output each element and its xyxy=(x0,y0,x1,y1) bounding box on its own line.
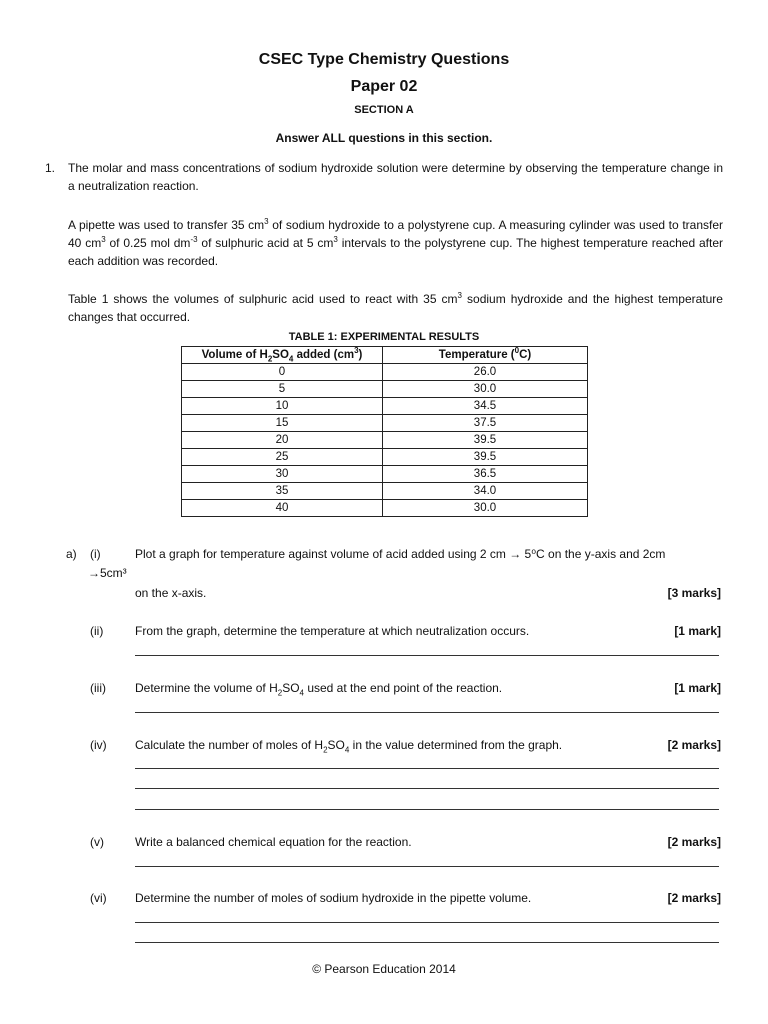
part-i-label: (i) xyxy=(90,547,101,561)
results-table xyxy=(181,346,588,517)
volume-cell: 0 xyxy=(182,364,383,381)
table-row xyxy=(182,500,588,517)
table-header-row xyxy=(182,347,588,364)
part-iii-marks: [1 mark] xyxy=(674,681,721,695)
temperature-cell: 39.5 xyxy=(383,432,588,449)
part-iii-text: Determine the volume of $H_2SO_4$ used at the end point of the reaction. xyxy=(135,681,503,698)
answer-line xyxy=(135,922,719,923)
part-vi-marks: [2 marks] xyxy=(667,891,721,905)
table-row xyxy=(182,483,588,500)
volume-cell: 5 xyxy=(182,381,383,398)
instruction-text: Answer ALL questions in this section. xyxy=(275,131,493,145)
part-ii-marks: [1 mark] xyxy=(674,624,721,638)
answer-line xyxy=(135,712,719,713)
temperature-cell: 36.5 xyxy=(383,466,588,483)
temperature-cell: 26.0 xyxy=(383,364,588,381)
part-iv-text: Calculate the number of moles of $H_2SO_4$ in the value determined from the graph. xyxy=(135,738,563,755)
volume-cell: 35 xyxy=(182,483,383,500)
answer-line xyxy=(135,942,719,943)
temperature-cell: 37.5 xyxy=(383,415,588,432)
volume-cell: 25 xyxy=(182,449,383,466)
table-row xyxy=(182,364,588,381)
temperature-cell: 30.0 xyxy=(383,381,588,398)
table-row xyxy=(182,415,588,432)
section-label: SECTION A xyxy=(354,104,414,116)
part-iii-label: (iii) xyxy=(90,681,106,695)
question-number: 1. xyxy=(45,161,56,175)
paper-label: Paper 02 xyxy=(350,78,418,95)
table-row xyxy=(182,449,588,466)
column-header-temperature: Temperature ($^0$C) xyxy=(383,347,588,364)
part-iv-marks: [2 marks] xyxy=(667,738,721,752)
table-row xyxy=(182,432,588,449)
part-iv-label: (iv) xyxy=(90,738,107,752)
question-paragraph-2: A pipette was used to transfer 35 $cm^3$ of sodium hydroxide to a polystyrene cup. A measuring cylinder was used to transfer 40 $cm^3$ of 0.25 mol $dm^{-3}$ of sulphuric acid at 5 $cm^3$ intervals to the polystyrene cup. The highest temperature reached after each addition was recorded. xyxy=(68,217,723,268)
answer-line xyxy=(135,788,719,789)
part-i-marks: [3 marks] xyxy=(667,586,721,600)
temperature-cell: 30.0 xyxy=(383,500,588,517)
temperature-cell: 34.0 xyxy=(383,483,588,500)
temperature-cell: 34.5 xyxy=(383,398,588,415)
column-header-volume: Volume of $H_2SO_4$ added $(cm^3)$ xyxy=(182,347,383,364)
question-paragraph-3: Table 1 shows the volumes of sulphuric acid used to react with 35 $cm^3$ sodium hydroxide and the highest temperature changes that occurred. xyxy=(68,291,723,324)
question-intro: The molar and mass concentrations of sodium hydroxide solution were determine by observing the temperature change in a neutralization reaction. xyxy=(68,161,723,193)
table-row xyxy=(182,398,588,415)
copyright-footer: © Pearson Education 2014 xyxy=(312,962,456,976)
part-i-text: Plot a graph for temperature against volume of acid added using 2 cm → 5⁰C on the y-axis and 2cm xyxy=(135,547,666,561)
volume-cell: 10 xyxy=(182,398,383,415)
table-caption: TABLE 1: EXPERIMENTAL RESULTS xyxy=(288,331,480,343)
part-ii-label: (ii) xyxy=(90,624,104,638)
part-vi-label: (vi) xyxy=(90,891,107,905)
document-title: CSEC Type Chemistry Questions xyxy=(258,51,510,68)
volume-cell: 20 xyxy=(182,432,383,449)
part-v-text: Write a balanced chemical equation for the reaction. xyxy=(135,835,412,849)
part-i-continuation-2: on the x-axis. xyxy=(135,586,207,600)
answer-line xyxy=(135,809,719,810)
part-a-label: a) xyxy=(66,547,77,561)
answer-line xyxy=(135,655,719,656)
volume-cell: 40 xyxy=(182,500,383,517)
answer-line xyxy=(135,866,719,867)
temperature-cell: 39.5 xyxy=(383,449,588,466)
answer-line xyxy=(135,768,719,769)
table-row xyxy=(182,466,588,483)
part-v-label: (v) xyxy=(90,835,104,849)
part-ii-text: From the graph, determine the temperature at which neutralization occurs. xyxy=(135,624,530,638)
table-row xyxy=(182,381,588,398)
part-v-marks: [2 marks] xyxy=(667,835,721,849)
volume-cell: 15 xyxy=(182,415,383,432)
part-i-continuation: →5cm³ xyxy=(88,566,127,580)
volume-cell: 30 xyxy=(182,466,383,483)
part-vi-text: Determine the number of moles of sodium hydroxide in the pipette volume. xyxy=(135,891,532,905)
